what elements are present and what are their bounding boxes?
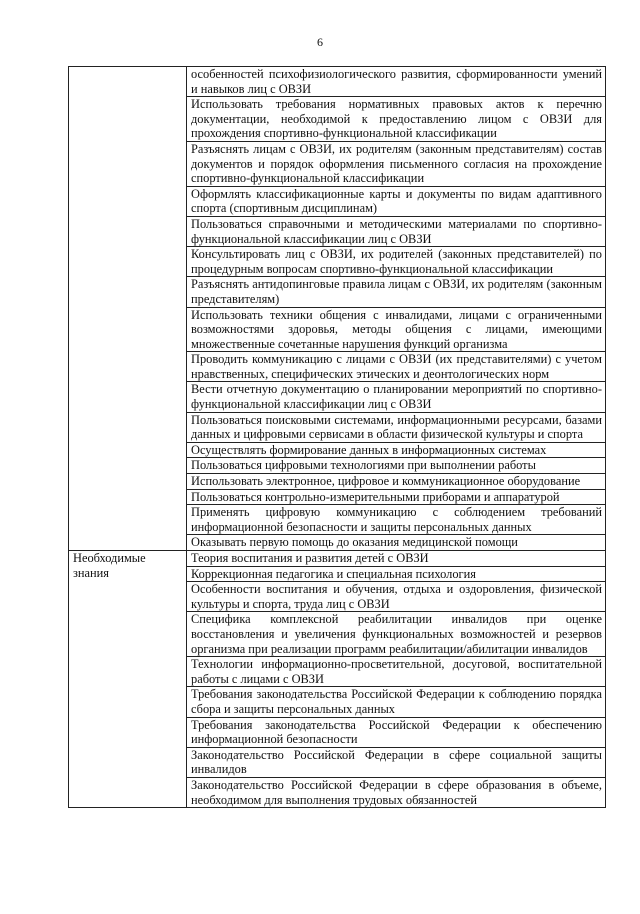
section-label-cell: Необходимые знания: [69, 551, 187, 808]
table-cell: особенностей психофизиологического развития, сформированности умений и навыков лиц с ОВЗИ: [187, 67, 606, 97]
table-cell: Пользоваться цифровыми технологиями при выполнении работы: [187, 458, 606, 474]
table-cell: Пользоваться поисковыми системами, информационными ресурсами, базами данных и цифровыми сервисами в области физической культуры и спорта: [187, 412, 606, 442]
requirements-table: [68, 66, 606, 808]
table-cell: Вести отчетную документацию о планировании мероприятий по спортивно-функциональной классификации лиц с ОВЗИ: [187, 382, 606, 412]
table-cell: Специфика комплексной реабилитации инвалидов при оценке восстановления и увеличения функциональных возможностей и резервов организма при реализации программ реабилитации/абилитации инвалидов: [187, 612, 606, 657]
table-cell: Проводить коммуникацию с лицами с ОВЗИ (их представителями) с учетом нравственных, специфических этических и деонтологических норм: [187, 352, 606, 382]
table-cell: Разъяснять антидопинговые правила лицам с ОВЗИ, их родителям (законным представителям): [187, 277, 606, 307]
table-cell: Консультировать лиц с ОВЗИ, их родителей (законных представителей) по процедурным вопросам спортивно-функциональной классификации: [187, 247, 606, 277]
table-cell: Требования законодательства Российской Федерации к обеспечению информационной безопасности: [187, 717, 606, 747]
table-cell: Использовать электронное, цифровое и коммуникационное оборудование: [187, 474, 606, 490]
table-cell: Оказывать первую помощь до оказания медицинской помощи: [187, 535, 606, 551]
table-cell: Разъяснять лицам с ОВЗИ, их родителям (законным представителям) состав документов и порядок оформления письменного согласия на прохождение спортивно-функциональной классификации: [187, 141, 606, 186]
table-cell: Теория воспитания и развития детей с ОВЗИ: [187, 551, 606, 567]
table-cell: Пользоваться контрольно-измерительными приборами и аппаратурой: [187, 489, 606, 505]
table-cell: Пользоваться справочными и методическими материалами по спортивно-функциональной классификации лиц с ОВЗИ: [187, 216, 606, 246]
table-cell: Законодательство Российской Федерации в сфере образования в объеме, необходимом для выполнения трудовых обязанностей: [187, 777, 606, 807]
table-cell: Коррекционная педагогика и специальная психология: [187, 566, 606, 582]
table-cell: Использовать требования нормативных правовых актов к перечню документации, необходимой к предоставлению лицом с ОВЗИ для прохождения спортивно-функциональной классификации: [187, 97, 606, 142]
table-row: [69, 67, 606, 97]
table-cell: Технологии информационно-просветительной, досуговой, воспитательной работы с лицами с ОВЗИ: [187, 657, 606, 687]
page-number: 6: [317, 35, 323, 49]
table-cell: Особенности воспитания и обучения, отдыха и оздоровления, физической культуры и спорта, труда лиц с ОВЗИ: [187, 582, 606, 612]
table-row: [69, 551, 606, 567]
table-cell: Оформлять классификационные карты и документы по видам адаптивного спорта (спортивным дисциплинам): [187, 186, 606, 216]
table-cell: Законодательство Российской Федерации в сфере социальной защиты инвалидов: [187, 747, 606, 777]
table-cell: Осуществлять формирование данных в информационных системах: [187, 442, 606, 458]
table-cell: Использовать техники общения с инвалидами, лицами с ограниченными возможностями здоровья, методы общения с лицами, имеющими множественные сочетанные нарушения функций организма: [187, 307, 606, 352]
table-cell: Требования законодательства Российской Федерации к соблюдению порядка сбора и защиты персональных данных: [187, 687, 606, 717]
table-cell: Применять цифровую коммуникацию с соблюдением требований информационной безопасности и защиты персональных данных: [187, 505, 606, 535]
section-label-cell: [69, 67, 187, 551]
requirements-table-body: [69, 67, 606, 808]
